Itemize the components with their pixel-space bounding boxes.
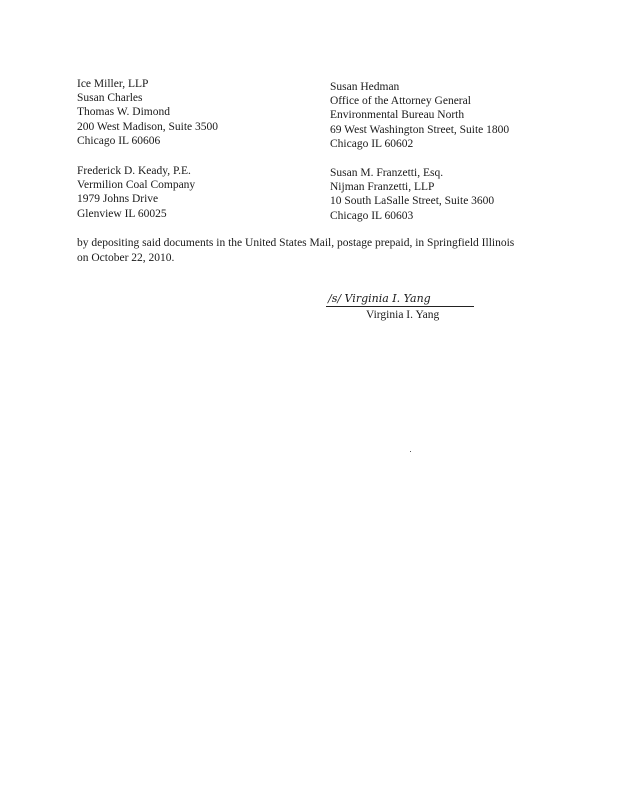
address-block-keady	[77, 164, 195, 221]
scan-speck	[410, 451, 411, 452]
address-line: Ice Miller, LLP	[77, 78, 149, 90]
address-line: Susan Charles	[77, 92, 143, 105]
signatory-name: Virginia I. Yang	[366, 309, 440, 321]
address-line: Susan M. Franzetti, Esq.	[330, 167, 444, 179]
service-statement-line: by depositing said documents in the United States Mail, postage prepaid, in Springfield Illinois	[77, 237, 515, 249]
address-line: Nijman Franzetti, LLP	[330, 181, 435, 194]
address-line: Susan Hedman	[330, 81, 400, 93]
address-block-hedman	[330, 80, 509, 151]
address-line: Environmental Bureau North	[330, 109, 465, 122]
address-block-ice-miller	[77, 77, 218, 148]
signature-line	[326, 306, 474, 307]
address-line: Glenview IL 60025	[77, 207, 167, 220]
address-line: Chicago IL 60606	[77, 134, 161, 147]
address-line: 69 West Washington Street, Suite 1800	[330, 123, 510, 136]
service-statement	[77, 236, 547, 265]
address-line: 1979 Johns Drive	[77, 193, 159, 206]
address-line: Frederick D. Keady, P.E.	[77, 165, 191, 177]
signature-script: /s/ Virginia I. Yang	[328, 292, 431, 305]
address-block-franzetti	[330, 166, 494, 223]
address-line: Thomas W. Dimond	[77, 106, 170, 119]
address-line: 10 South LaSalle Street, Suite 3600	[330, 195, 495, 208]
address-line: Chicago IL 60603	[330, 209, 414, 222]
address-line: Office of the Attorney General	[330, 95, 471, 108]
address-line: 200 West Madison, Suite 3500	[77, 120, 219, 133]
address-line: Vermilion Coal Company	[77, 179, 196, 192]
service-statement-line: on October 22, 2010.	[77, 251, 175, 264]
address-line: Chicago IL 60602	[330, 137, 414, 150]
